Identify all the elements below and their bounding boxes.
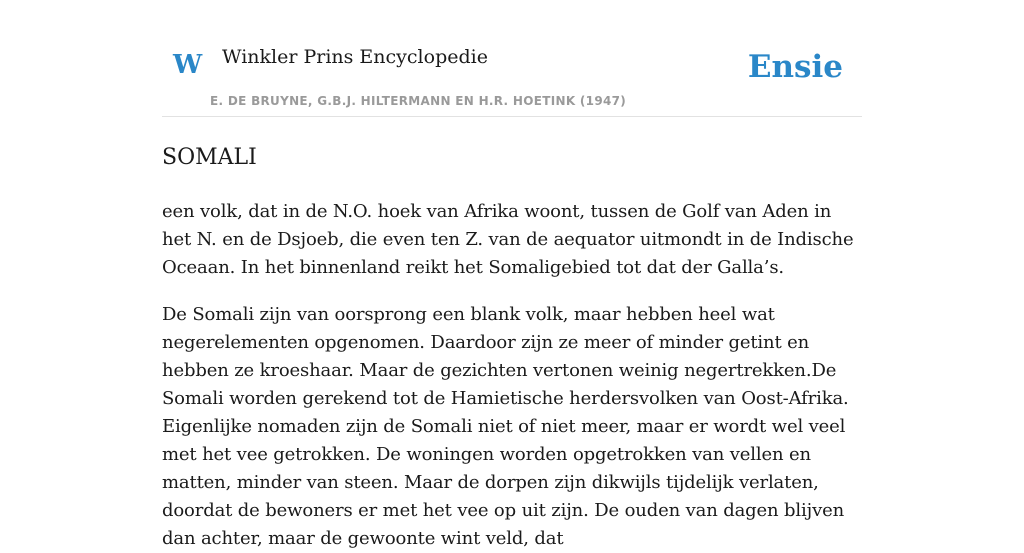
winkler-prins-logo[interactable]: W (173, 50, 203, 80)
encyclopedia-title[interactable]: Winkler Prins Encyclopedie (222, 46, 488, 68)
article-paragraph-1: een volk, dat in de N.O. hoek van Afrika woont, tussen de Golf van Aden in het N. en de Dsjoeb, die even ten Z. van de aequator uitmondt in de Indische Oceaan. In het binnenland reikt het Somaligebied tot dat der Galla’s. (162, 201, 854, 278)
article-paragraph-2: De Somali zijn van oorsprong een blank volk, maar hebben heel wat negerelementen opgenomen. Daardoor zijn ze meer of minder getint en hebben ze kroeshaar. Maar de gezichten vertonen weinig negertrekken.De Somali worden gerekend tot de Hamietische herdersvolken van Oost-Afrika. Eigenlijke nomaden zijn de Somali niet of niet meer, maar er wordt wel veel met het vee getrokken. De woningen worden opgetrokken van vellen en matten, minder van steen. Maar de dorpen zijn dikwijls tijdelijk verlaten, doordat de bewoners er met het vee op uit zijn. De ouden van dagen blijven dan achter, maar de gewoonte wint veld, dat (162, 304, 849, 549)
ensie-logo[interactable]: Ensie (747, 49, 843, 85)
site-header (162, 0, 862, 117)
authors-line: E. DE BRUYNE, G.B.J. HILTERMANN EN H.R. HOETINK (1947) (210, 94, 627, 108)
article-title: SOMALI (162, 145, 257, 170)
page (162, 0, 862, 553)
